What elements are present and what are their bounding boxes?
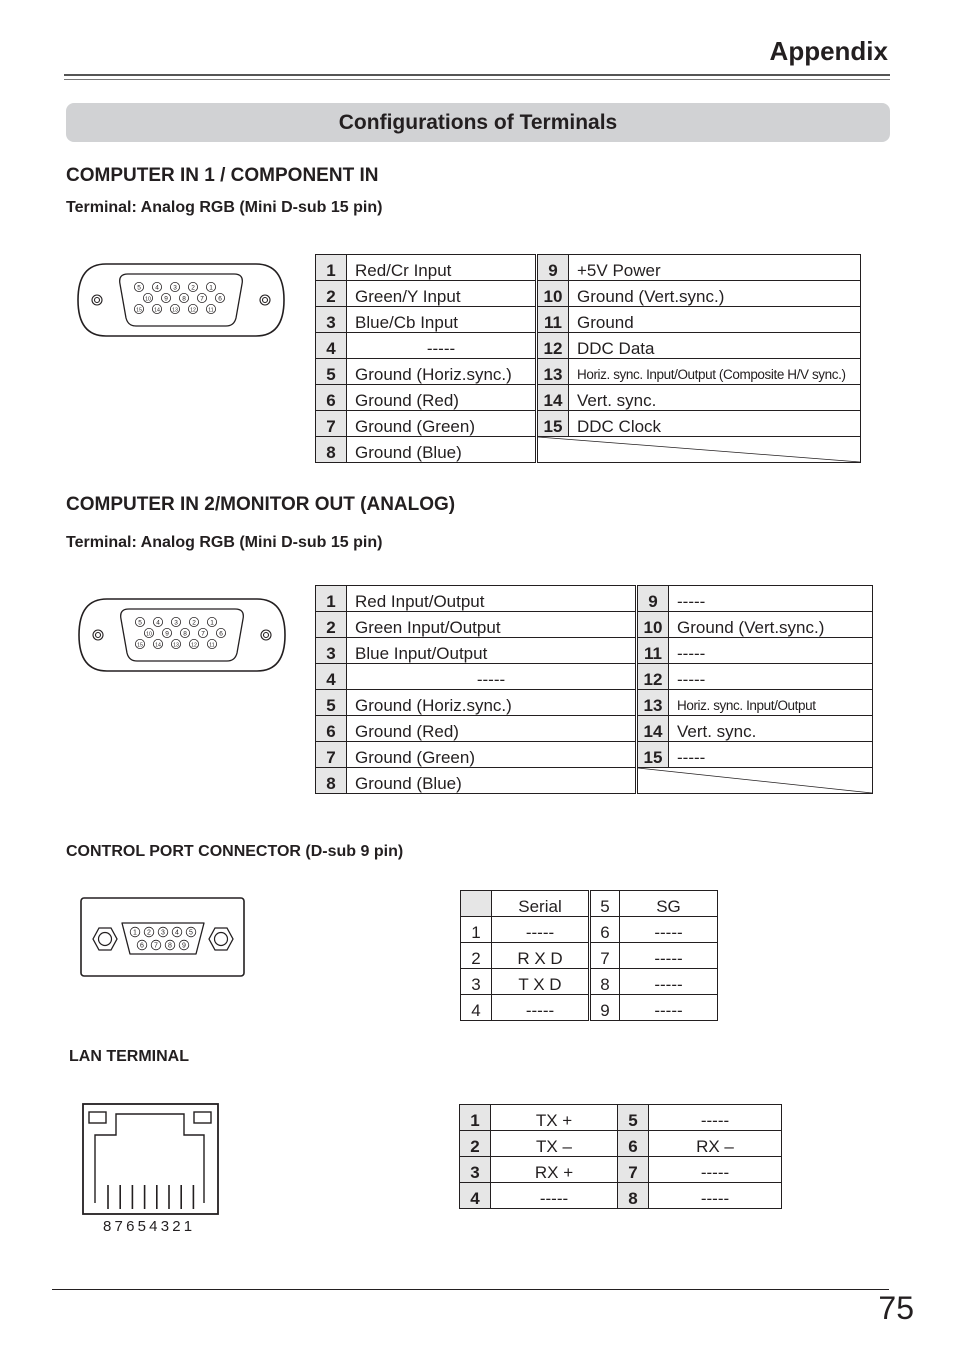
pin-number: 5: [316, 359, 347, 385]
pin-number-label: 14: [155, 642, 161, 649]
pin-signal: Vert. sync.: [569, 385, 861, 411]
section-banner-title: Configurations of Terminals: [338, 111, 618, 134]
pin-number-label: 4: [155, 284, 159, 292]
table-row: [460, 1183, 782, 1209]
table-row: [316, 716, 873, 742]
page-number: 75: [878, 1290, 914, 1326]
pin-number-label: 6: [218, 295, 222, 303]
section2-pin-table: [315, 585, 873, 794]
pin-number-label: 8: [168, 942, 172, 950]
pin-number: 4: [316, 664, 347, 690]
pin-number: 3: [316, 638, 347, 664]
pin-signal: Blue/Cb Input: [347, 307, 537, 333]
pin-signal: R X D: [492, 943, 590, 969]
table-row: [461, 891, 718, 917]
table-row: [461, 969, 718, 995]
pin-number-label: 7: [200, 295, 204, 303]
pin-number: 14: [637, 716, 669, 742]
table-row: [461, 943, 718, 969]
pin-number: 12: [537, 333, 569, 359]
pin-number: 2: [460, 1131, 491, 1157]
pin-signal: TX –: [491, 1131, 618, 1157]
table-row: [316, 307, 861, 333]
dsub15-connector-diagram-1: [76, 262, 286, 338]
page-header-title: Appendix: [769, 36, 888, 66]
pin-signal: RX +: [491, 1157, 618, 1183]
dsub15-connector-diagram-2: [77, 597, 287, 673]
pin-number: 15: [637, 742, 669, 768]
pin-number-label: 14: [154, 307, 160, 314]
pin-number-label: 10: [145, 296, 151, 303]
section1-heading: COMPUTER IN 1 / COMPONENT IN: [66, 165, 379, 186]
table-row: [460, 1105, 782, 1131]
pin-number: 2: [461, 943, 492, 969]
pin-number-label: 7: [201, 630, 205, 638]
pin-number: 9: [637, 586, 669, 612]
pin-number: 8: [590, 969, 620, 995]
pin-number: 11: [537, 307, 569, 333]
pin-number: 12: [637, 664, 669, 690]
table-row: [316, 437, 861, 463]
pin-signal: -----: [620, 943, 718, 969]
pin-number-label: 5: [137, 284, 141, 292]
table-row: [316, 664, 873, 690]
table-row: [316, 255, 861, 281]
pin-number: 10: [637, 612, 669, 638]
pin-number-label: 2: [191, 284, 195, 292]
table-row: [316, 333, 861, 359]
section4-heading: LAN TERMINAL: [69, 1048, 189, 1065]
pin-number-label: 1: [133, 929, 137, 937]
pin-signal: -----: [649, 1183, 782, 1209]
empty-diagonal-cell: [537, 437, 861, 463]
pin-signal: Ground (Red): [347, 385, 537, 411]
pin-number: 1: [316, 586, 347, 612]
table-row: [461, 917, 718, 943]
pin-number: 3: [316, 307, 347, 333]
pin-number: 6: [590, 917, 620, 943]
pin-number: 5: [590, 891, 620, 917]
dsub15-outline: [78, 264, 284, 336]
pin-signal: Ground (Red): [347, 716, 637, 742]
pin-signal: -----: [492, 995, 590, 1021]
section3-pin-table: [460, 890, 718, 1021]
pin-number-label: 6: [140, 942, 144, 950]
pin-number: 3: [461, 969, 492, 995]
empty-diagonal-cell: [637, 768, 873, 794]
pin-number: 10: [537, 281, 569, 307]
pin-signal: Blue Input/Output: [347, 638, 637, 664]
pin-number-label: 9: [165, 630, 169, 638]
header-rule: [64, 74, 890, 76]
pin-number: 4: [316, 333, 347, 359]
pin-number: 9: [537, 255, 569, 281]
pin-number: 14: [537, 385, 569, 411]
pin-number-label: 11: [208, 307, 214, 314]
pin-number-label: 11: [209, 642, 215, 649]
pin-number: 7: [618, 1157, 649, 1183]
pin-number: 8: [316, 768, 347, 794]
pin-signal: Ground (Horiz.sync.): [347, 690, 637, 716]
section3-heading: CONTROL PORT CONNECTOR (D-sub 9 pin): [66, 843, 404, 860]
pin-signal: Green/Y Input: [347, 281, 537, 307]
pin-number: 7: [316, 411, 347, 437]
table-row: [316, 612, 873, 638]
pin-number-label: 15: [137, 642, 143, 649]
lan-connector-diagram: [82, 1103, 220, 1218]
pin-number-label: 4: [175, 929, 179, 937]
pin-number-label: 1: [209, 284, 213, 292]
dsub15-outline: [79, 599, 285, 671]
pin-signal: TX +: [491, 1105, 618, 1131]
pin-signal: -----: [669, 664, 873, 690]
pin-number-label: 13: [173, 642, 179, 649]
pin-signal: T X D: [492, 969, 590, 995]
section4-pin-table: [459, 1104, 782, 1209]
pin-number: 2: [316, 612, 347, 638]
pin-number-label: 5: [138, 619, 142, 627]
lan-pin-order-label: 87654321: [103, 1218, 196, 1235]
pin-signal: -----: [649, 1105, 782, 1131]
pin-number-label: 9: [164, 295, 168, 303]
pin-number-label: 4: [156, 619, 160, 627]
pin-signal: -----: [620, 995, 718, 1021]
pin-number-label: 15: [136, 307, 142, 314]
pin-number: 6: [316, 716, 347, 742]
dsub9-connector-diagram: [80, 897, 246, 979]
section1-subheading: Terminal: Analog RGB (Mini D-sub 15 pin): [66, 199, 383, 216]
table-row: [316, 768, 873, 794]
pin-signal: -----: [347, 664, 637, 690]
pin-number: 13: [537, 359, 569, 385]
pin-signal: Vert. sync.: [669, 716, 873, 742]
footer-rule: [52, 1289, 889, 1290]
pin-number: 8: [618, 1183, 649, 1209]
header-rule-thin: [64, 79, 890, 80]
serial-header: Serial: [492, 891, 590, 917]
pin-number: 1: [460, 1105, 491, 1131]
pin-signal: -----: [620, 917, 718, 943]
pin-number: 9: [590, 995, 620, 1021]
pin-signal: -----: [669, 742, 873, 768]
pin-signal: -----: [649, 1157, 782, 1183]
pin-signal: DDC Clock: [569, 411, 861, 437]
pin-number: 15: [537, 411, 569, 437]
pin-number: 5: [316, 690, 347, 716]
pin-number-label: 6: [219, 630, 223, 638]
pin-number-label: 3: [161, 929, 165, 937]
section1-pin-table: [315, 254, 861, 463]
pin-signal: -----: [669, 586, 873, 612]
pin-signal: Ground (Blue): [347, 437, 537, 463]
pin-signal: Ground (Vert.sync.): [669, 612, 873, 638]
pin-signal: Ground (Horiz.sync.): [347, 359, 537, 385]
pin-signal: -----: [491, 1183, 618, 1209]
table-row: [316, 385, 861, 411]
pin-signal: Ground (Blue): [347, 768, 637, 794]
table-row: [316, 359, 861, 385]
pin-number-label: 7: [154, 942, 158, 950]
pin-number: 7: [590, 943, 620, 969]
pin-signal: -----: [347, 333, 537, 359]
pin-number: 11: [637, 638, 669, 664]
pin-signal: DDC Data: [569, 333, 861, 359]
pin-signal: Horiz. sync. Input/Output: [669, 690, 873, 716]
pin-signal: Green Input/Output: [347, 612, 637, 638]
pin-signal: -----: [620, 969, 718, 995]
pin-number-label: 13: [172, 307, 178, 314]
table-row: [316, 411, 861, 437]
pin-signal: Ground (Vert.sync.): [569, 281, 861, 307]
pin-number-label: 3: [173, 284, 177, 292]
pin-number-label: 12: [191, 642, 197, 649]
section2-heading: COMPUTER IN 2/MONITOR OUT (ANALOG): [66, 494, 456, 515]
pin-number-label: 9: [182, 942, 186, 950]
pin-number: 2: [316, 281, 347, 307]
pin-number-label: 2: [192, 619, 196, 627]
pin-number-label: 10: [146, 631, 152, 638]
pin-number: 1: [316, 255, 347, 281]
pin-number-label: 3: [174, 619, 178, 627]
pin-signal: SG: [620, 891, 718, 917]
pin-signal: Ground: [569, 307, 861, 333]
pin-signal: Red/Cr Input: [347, 255, 537, 281]
section2-subheading: Terminal: Analog RGB (Mini D-sub 15 pin): [66, 534, 383, 551]
table-row: [460, 1131, 782, 1157]
pin-signal: Red Input/Output: [347, 586, 637, 612]
pin-number: 4: [461, 995, 492, 1021]
pin-number-label: 1: [210, 619, 214, 627]
pin-signal: +5V Power: [569, 255, 861, 281]
blank-header-cell: [461, 891, 492, 917]
pin-number: 4: [460, 1183, 491, 1209]
pin-number: 13: [637, 690, 669, 716]
pin-signal: Horiz. sync. Input/Output (Composite H/V sync.): [569, 359, 861, 385]
pin-number: 8: [316, 437, 347, 463]
pin-signal: Ground (Green): [347, 742, 637, 768]
pin-number: 6: [316, 385, 347, 411]
pin-number-label: 8: [183, 630, 187, 638]
pin-number-label: 2: [147, 929, 151, 937]
pin-number: 6: [618, 1131, 649, 1157]
table-row: [316, 742, 873, 768]
pin-number-label: 8: [182, 295, 186, 303]
pin-number-label: 5: [189, 929, 193, 937]
pin-number: 7: [316, 742, 347, 768]
pin-number: 3: [460, 1157, 491, 1183]
table-row: [461, 995, 718, 1021]
pin-signal: -----: [669, 638, 873, 664]
pin-number: 5: [618, 1105, 649, 1131]
pin-signal: RX –: [649, 1131, 782, 1157]
table-row: [316, 690, 873, 716]
table-row: [316, 281, 861, 307]
pin-number-label: 12: [190, 307, 196, 314]
pin-signal: -----: [492, 917, 590, 943]
table-row: [316, 586, 873, 612]
pin-signal: Ground (Green): [347, 411, 537, 437]
table-row: [316, 638, 873, 664]
table-row: [460, 1157, 782, 1183]
pin-number: 1: [461, 917, 492, 943]
